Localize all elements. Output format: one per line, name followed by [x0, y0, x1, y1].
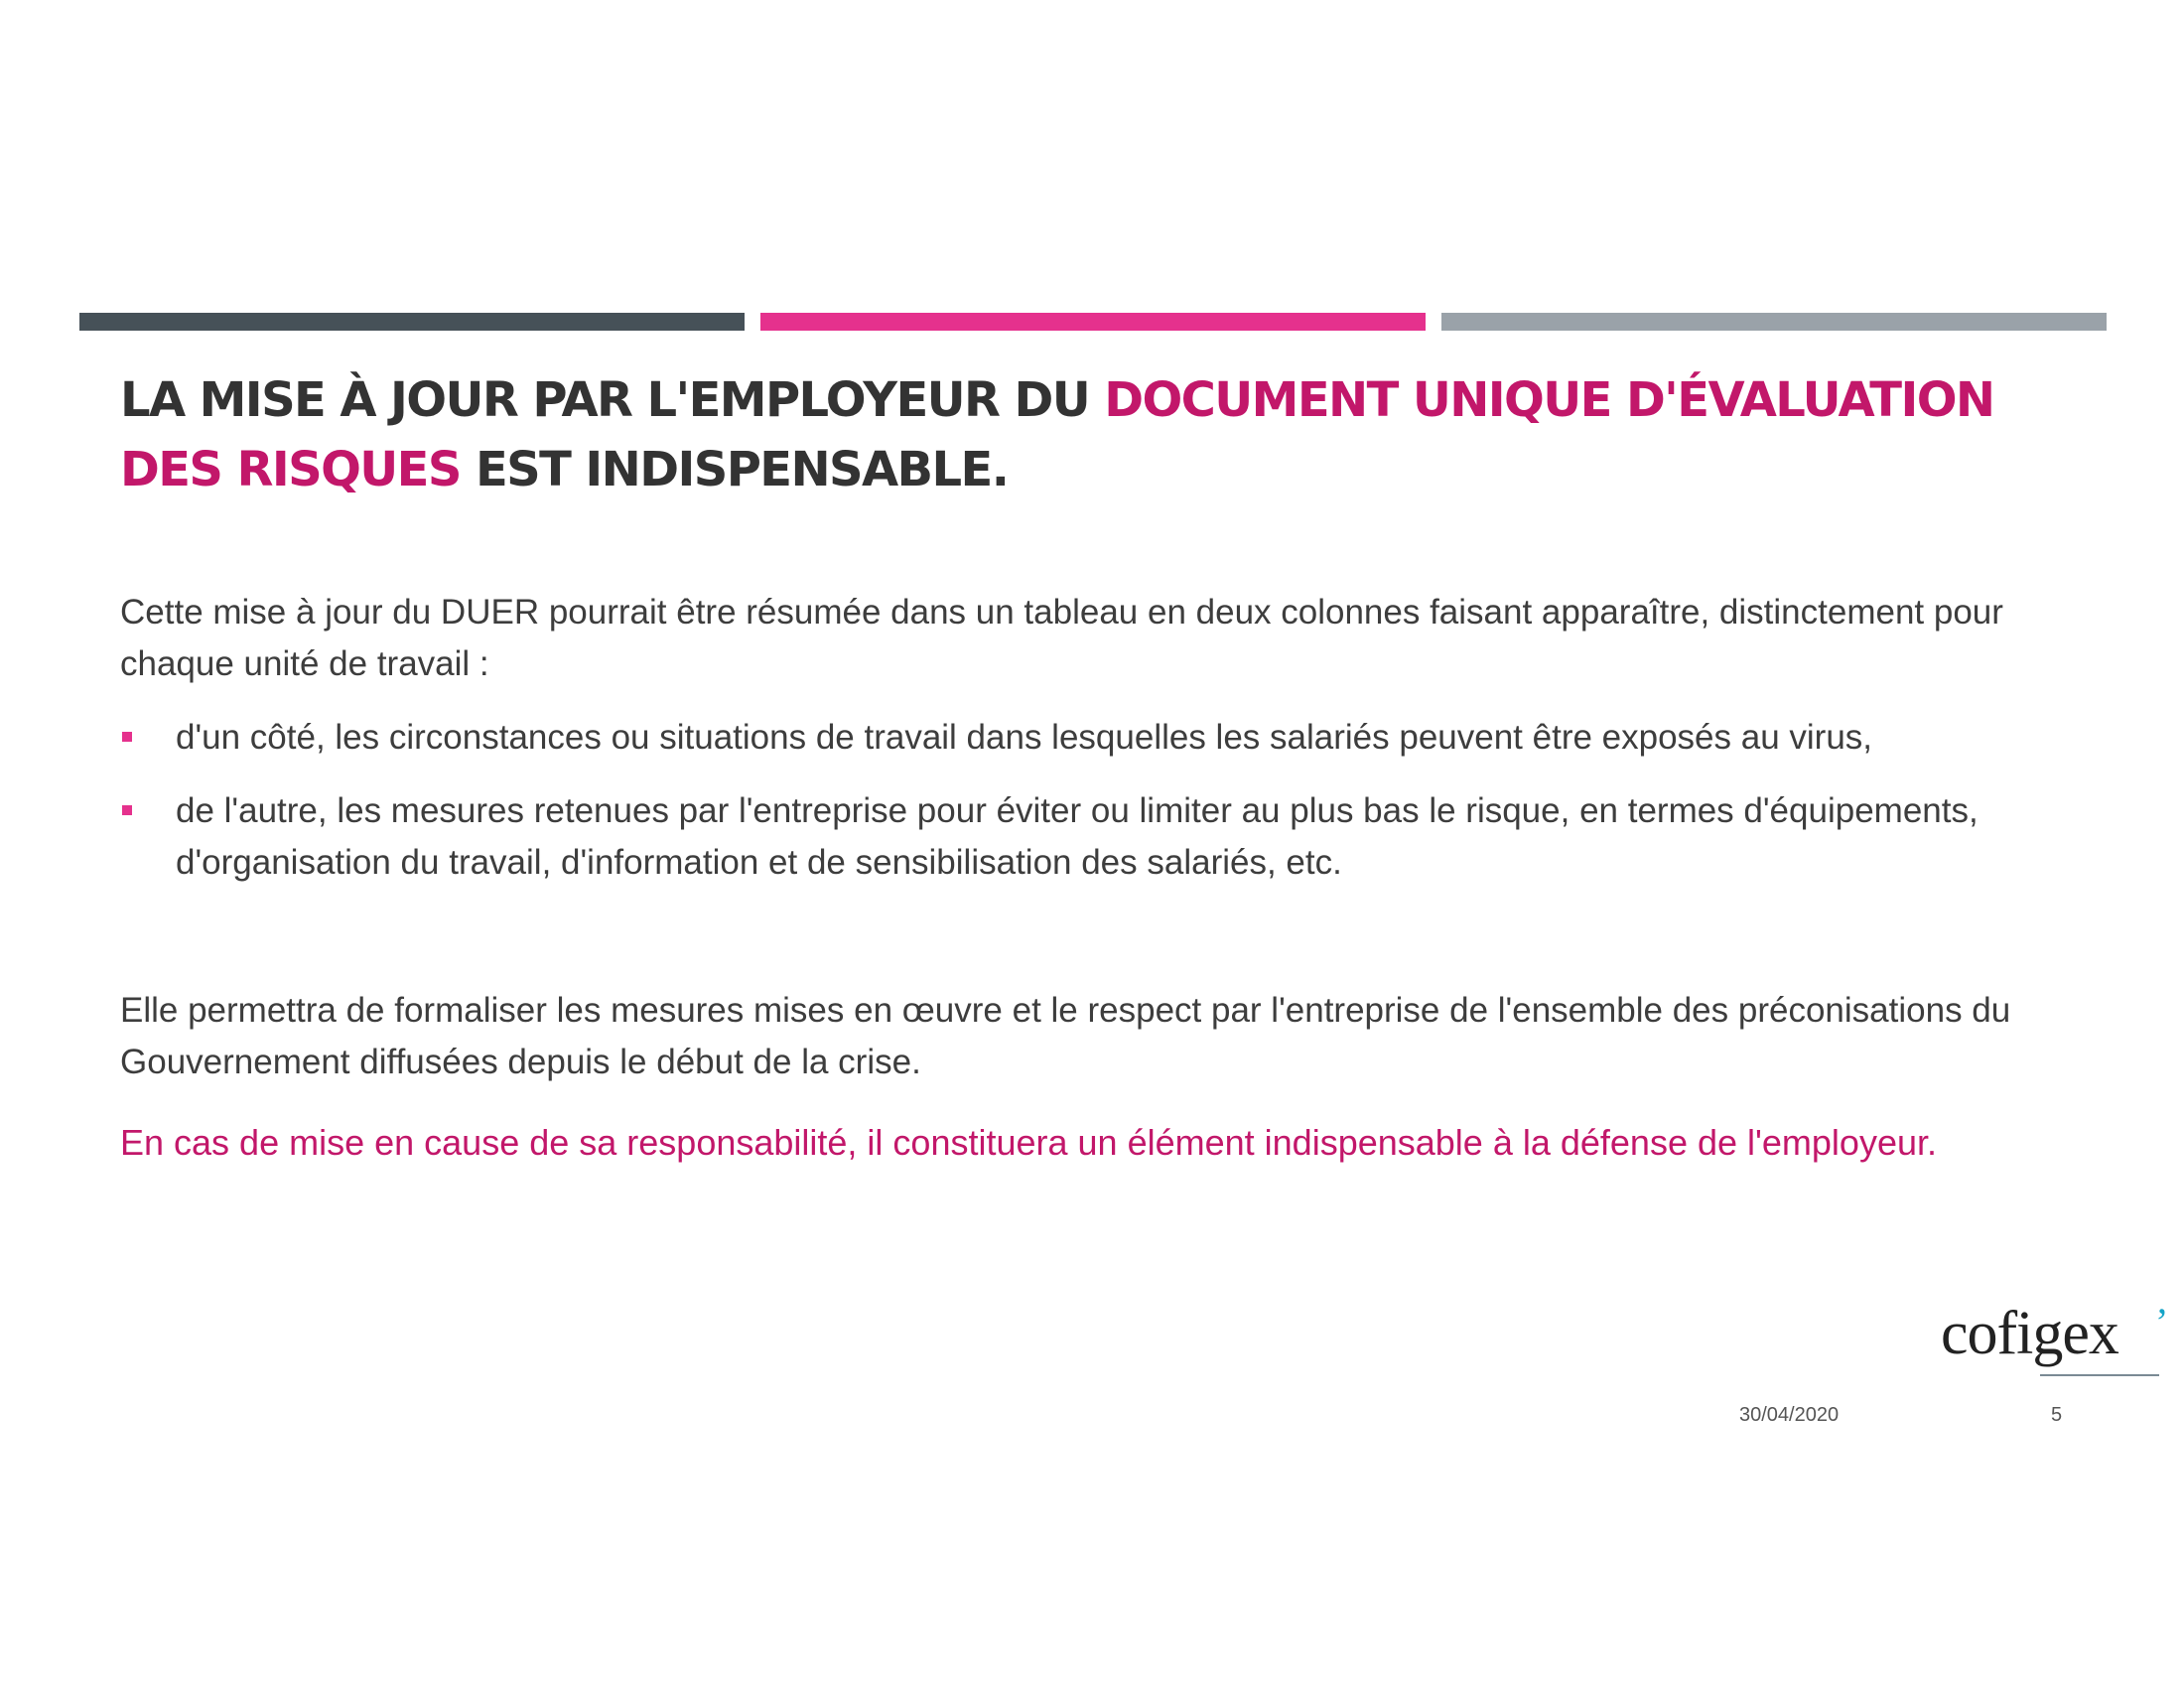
- logo-wordmark: cofigex: [1941, 1300, 2118, 1367]
- logo-underline: [2040, 1374, 2159, 1376]
- bullet-text: de l'autre, les mesures retenues par l'entreprise pour éviter ou limiter au plus bas le risque, en termes d'équipements, d'organisation du travail, d'information et de sensibilisation des salariés, etc.: [176, 791, 1979, 882]
- decorative-bar-pink: [760, 313, 1426, 331]
- decorative-bar-grey: [1441, 313, 2107, 331]
- square-bullet-icon: [122, 805, 132, 815]
- page-number: 5: [2051, 1404, 2063, 1426]
- cofigex-logo: [1941, 1299, 2169, 1378]
- title-part-1: LA MISE À JOUR PAR L'EMPLOYEUR DU: [120, 372, 1105, 428]
- footer-date: 30/04/2020: [1739, 1404, 1840, 1426]
- decorative-bar-dark: [79, 313, 745, 331]
- square-bullet-icon: [122, 732, 132, 742]
- title-accent: DOCUMENT UNIQUE D'ÉVALUATION DES RISQUES: [120, 372, 1994, 497]
- paragraph-measures: Elle permettra de formaliser les mesures mises en œuvre et le respect par l'entreprise de l'ensemble des préconisations du Gouvernement diffusées depuis le début de la crise.: [120, 991, 2011, 1081]
- intro-paragraph: Cette mise à jour du DUER pourrait être résumée dans un tableau en deux colonnes faisant apparaître, distinctement pour chaque unité de travail :: [120, 593, 2003, 683]
- bullet-text: d'un côté, les circonstances ou situations de travail dans lesquelles les salariés peuvent être exposés au virus,: [176, 718, 1873, 757]
- bullet-list: [120, 712, 2066, 911]
- title-part-2: EST INDISPENSABLE.: [460, 442, 1009, 497]
- logo-apostrophe-icon: ’: [2155, 1300, 2169, 1344]
- bullet-item: [120, 785, 2066, 889]
- paragraph-responsibility: En cas de mise en cause de sa responsabilité, il constituera un élément indispensable à la défense de l'employeur.: [120, 1122, 1937, 1163]
- bullet-item: [120, 712, 2066, 764]
- slide-title: [120, 365, 2066, 504]
